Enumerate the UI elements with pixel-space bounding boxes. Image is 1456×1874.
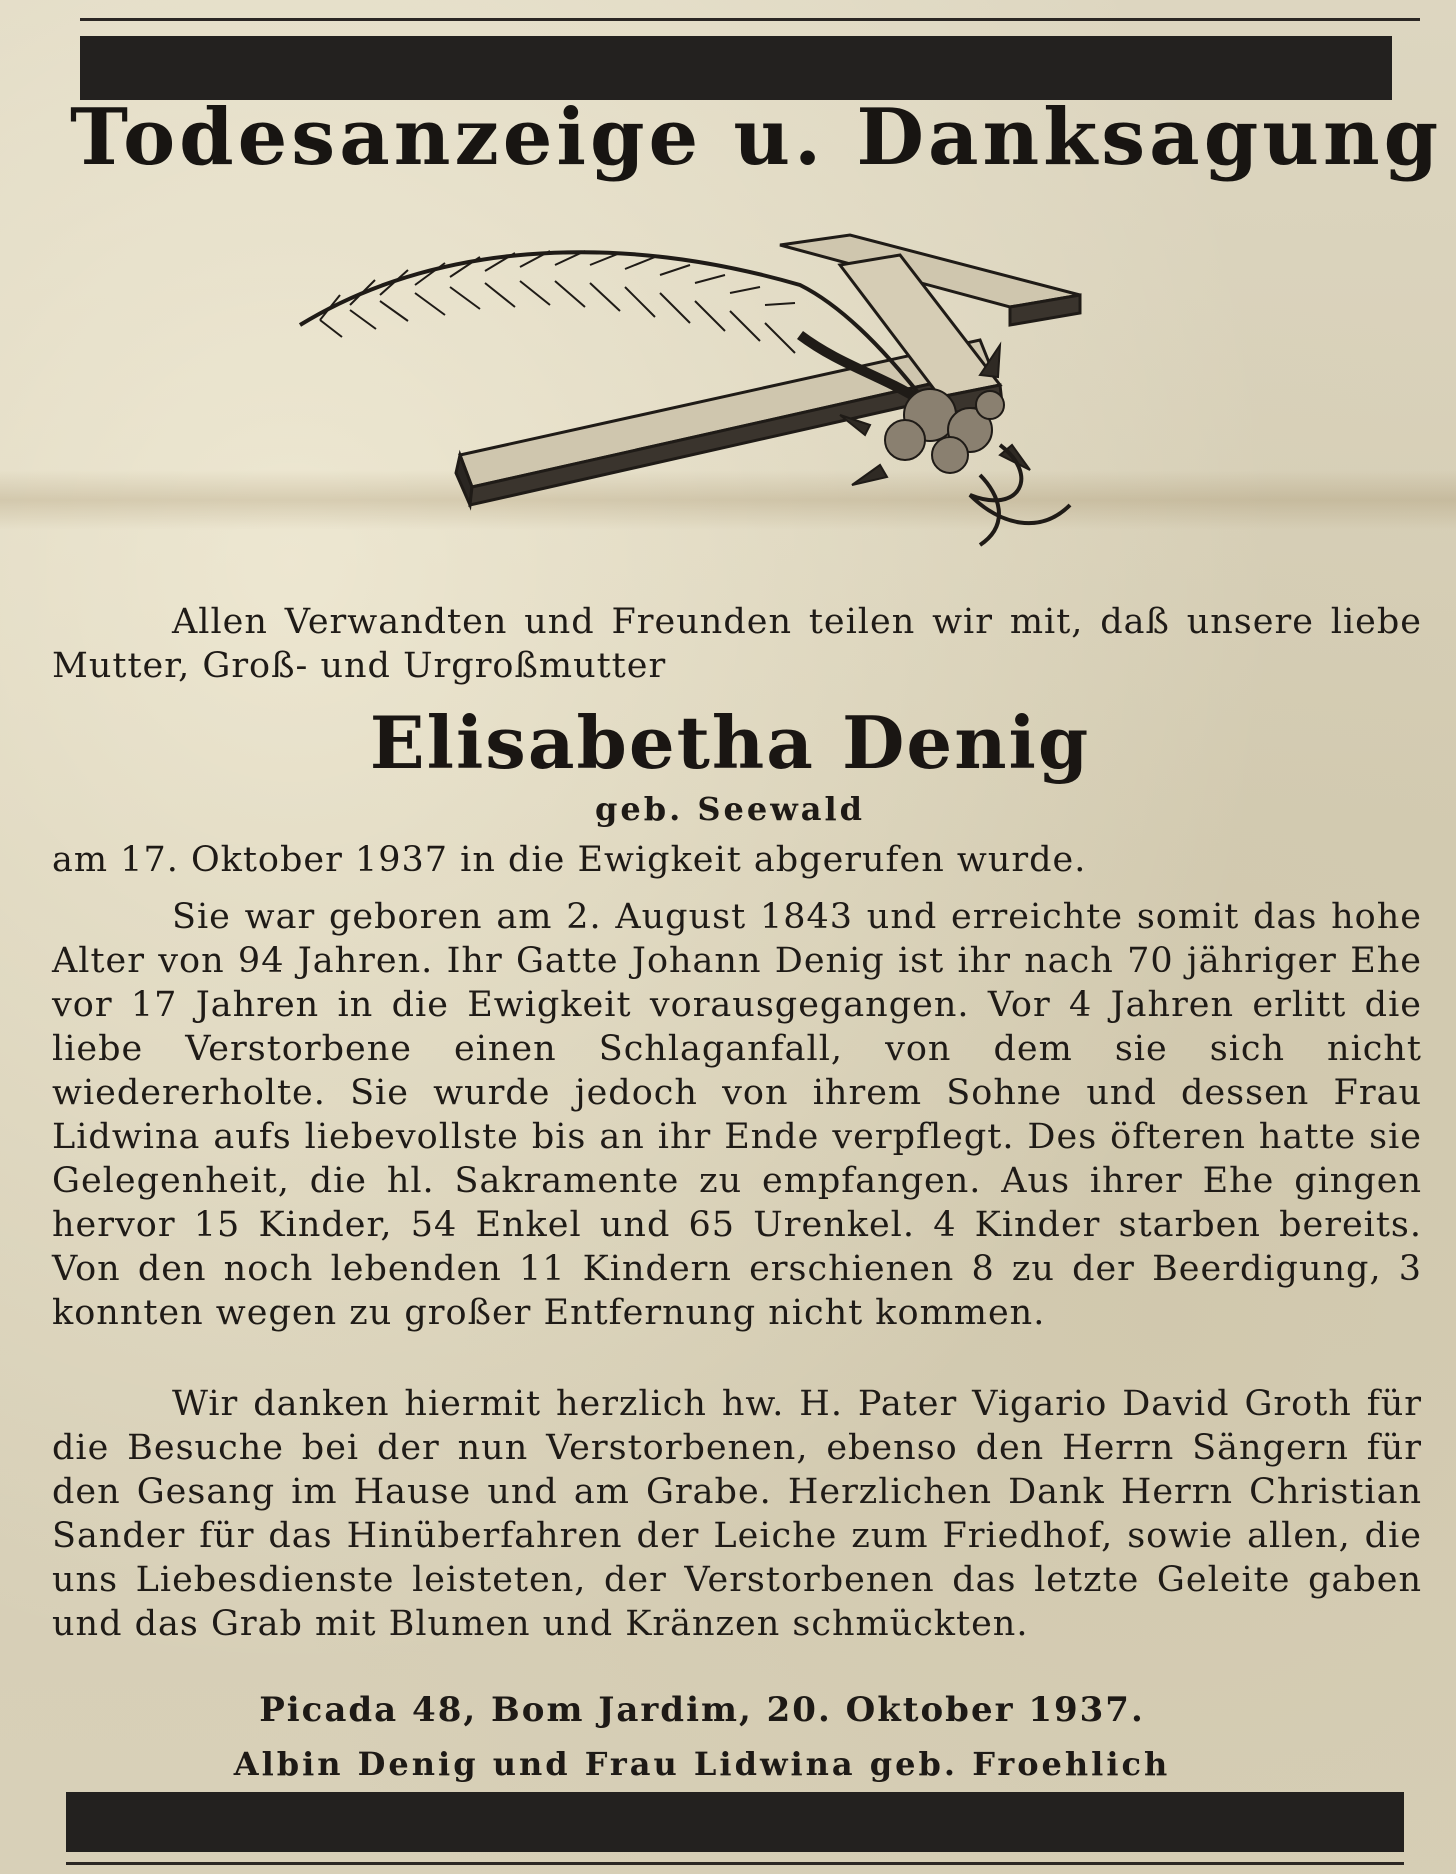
cross-with-palm-frond-and-roses-icon [280, 225, 1220, 605]
bottom-black-bar [66, 1792, 1404, 1852]
intro-text: Allen Verwandten und Freunden teilen wir mit, daß unsere liebe Mutter, Groß- und Urgroßmutter [52, 602, 1422, 686]
death-date-line: am 17. Oktober 1937 in die Ewigkeit abgerufen wurde. [52, 840, 1087, 880]
deceased-name: Elisabetha Denig [369, 700, 1091, 785]
top-black-bar [80, 36, 1392, 100]
notice-headline: Todesanzeige u. Danksagung [70, 92, 1443, 183]
maiden-name: geb. Seewald [594, 790, 866, 828]
family-signature: Albin Denig und Frau Lidwina geb. Froehlich [233, 1745, 1171, 1783]
life-paragraph: Sie war geboren am 2. August 1843 und erreichte somit das hohe Alter von 94 Jahren. Ihr Gatte Johann Denig ist ihr nach 70 jähriger Ehe vor 17 Jahren in die Ewigkeit vorausgegangen. Vor 4 Jahren erlitt die liebe Verstorbene einen Schlaganfall, von dem sie sich nicht wiedererholte. Sie wurde jedoch von ihrem Sohne und dessen Frau Lidwina aufs liebevollste bis an ihr Ende verpflegt. Des öfteren hatte sie Gelegenheit, die hl. Sakramente zu empfangen. Aus ihrer Ehe gingen hervor 15 Kinder, 54 Enkel und 65 Urenkel. 4 Kinder starben bereits. Von den noch lebenden 11 Kindern erschienen 8 zu der Beerdigung, 3 konnten wegen zu großer Entfernung nicht kommen. [52, 897, 1422, 1333]
bottom-thin-rule [66, 1862, 1404, 1865]
thanks-paragraph: Wir danken hiermit herzlich hw. H. Pater Vigario David Groth für die Besuche bei der nun Verstorbenen, ebenso den Herrn Sängern für den Gesang im Hause und am Grabe. Herzlichen Dank Herrn Christian Sander für das Hinüberfahren der Leiche zum Friedhof, sowie allen, die uns Liebesdienste leisteten, der Verstorbenen das letzte Geleite gaben und das Grab mit Blumen und Kränzen schmückten. [52, 1384, 1422, 1644]
top-thin-rule [80, 18, 1420, 21]
place-and-date: Picada 48, Bom Jardim, 20. Oktober 1937. [259, 1690, 1145, 1730]
